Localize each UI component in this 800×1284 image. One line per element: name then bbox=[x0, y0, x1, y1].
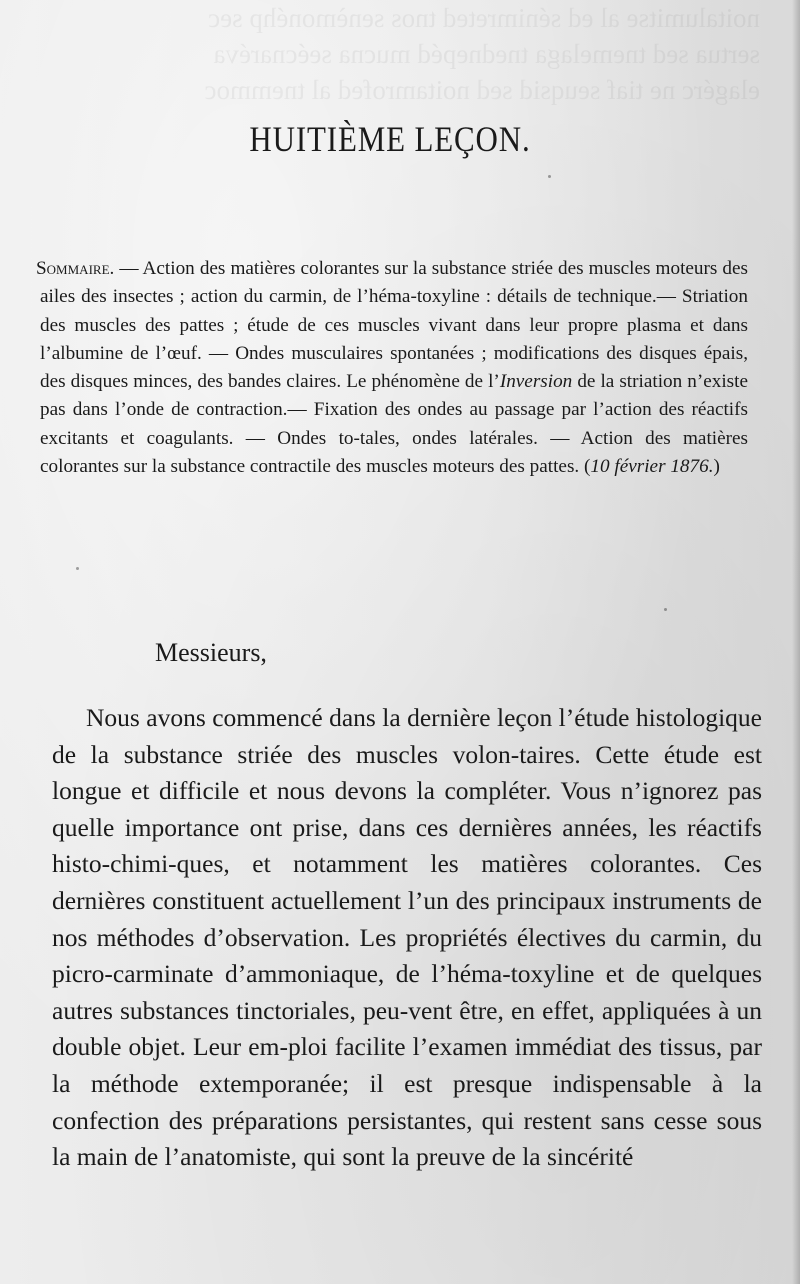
show-through-line: sertua sed tnemelaga tnednepéd mucna seécnaréva bbox=[213, 39, 760, 69]
chapter-title: HUITIÈME LEÇON. bbox=[249, 119, 531, 159]
show-through-line: elagérc ne tiaf seuqsid sed noitamrofed al tnemmoc bbox=[204, 75, 760, 105]
summary-paragraph bbox=[36, 255, 748, 481]
show-through-line: noitalumitse al ed sénimreted tnos senèmonéhp sec bbox=[208, 3, 760, 33]
summary-label: Sommaire. bbox=[36, 258, 115, 279]
paper-speck bbox=[548, 175, 551, 178]
summary-text-part-1: — Action des matières colorantes sur la substance striée des muscles moteurs des ailes des insectes ; action du carmin, de l’héma-toxyline : détails de technique.— Striation des muscles des pattes ; étude de ces muscles vivant dans leur propre plasma et dans l’albumine de l’œuf. — Ondes musculaires spontanées ; modifications des disques épais, des disques minces, des bandes claires. Le phénomène de l’ bbox=[40, 258, 748, 393]
lecture-date: 10 février 1876. bbox=[590, 456, 714, 478]
page-edge-shadow bbox=[792, 0, 800, 1284]
paper-speck bbox=[664, 608, 667, 611]
summary-italic-term: Inversion bbox=[499, 371, 573, 393]
paper-speck bbox=[76, 567, 79, 570]
salutation: Messieurs, bbox=[155, 638, 267, 667]
summary-closing: ) bbox=[713, 456, 720, 478]
body-paragraph: Nous avons commencé dans la dernière leçon l’étude histologique de la substance striée des muscles volon-taires. Cette étude est longue et difficile et nous devons la compléter. Vous n’ignorez pas quelle importance ont prise, dans ces dernières années, les réactifs histo-chimi-ques, et notamment les matières colorantes. Ces dernières constituent actuellement l’un des principaux instruments de nos méthodes d’observation. Les propriétés électives du carmin, du picro-carminate d’ammoniaque, de l’héma-toxyline et de quelques autres substances tinctoriales, peu-vent être, en effet, appliquées à un double objet. Leur em-ploi facilite l’examen immédiat des tissus, par la méthode extemporanée; il est presque indispensable à la confection des préparations persistantes, qui restent sans cesse sous la main de l’anatomiste, qui sont la preuve de la sincérité bbox=[52, 703, 762, 1172]
summary-text-part-2: de la striation n’existe pas dans l’onde de contraction.— Fixation des ondes au passage par l’action des réactifs excitants et coagulants. — Ondes to-tales, ondes latérales. — Action des matières colorantes sur la substance contractile des muscles moteurs des pattes. ( bbox=[40, 371, 748, 478]
